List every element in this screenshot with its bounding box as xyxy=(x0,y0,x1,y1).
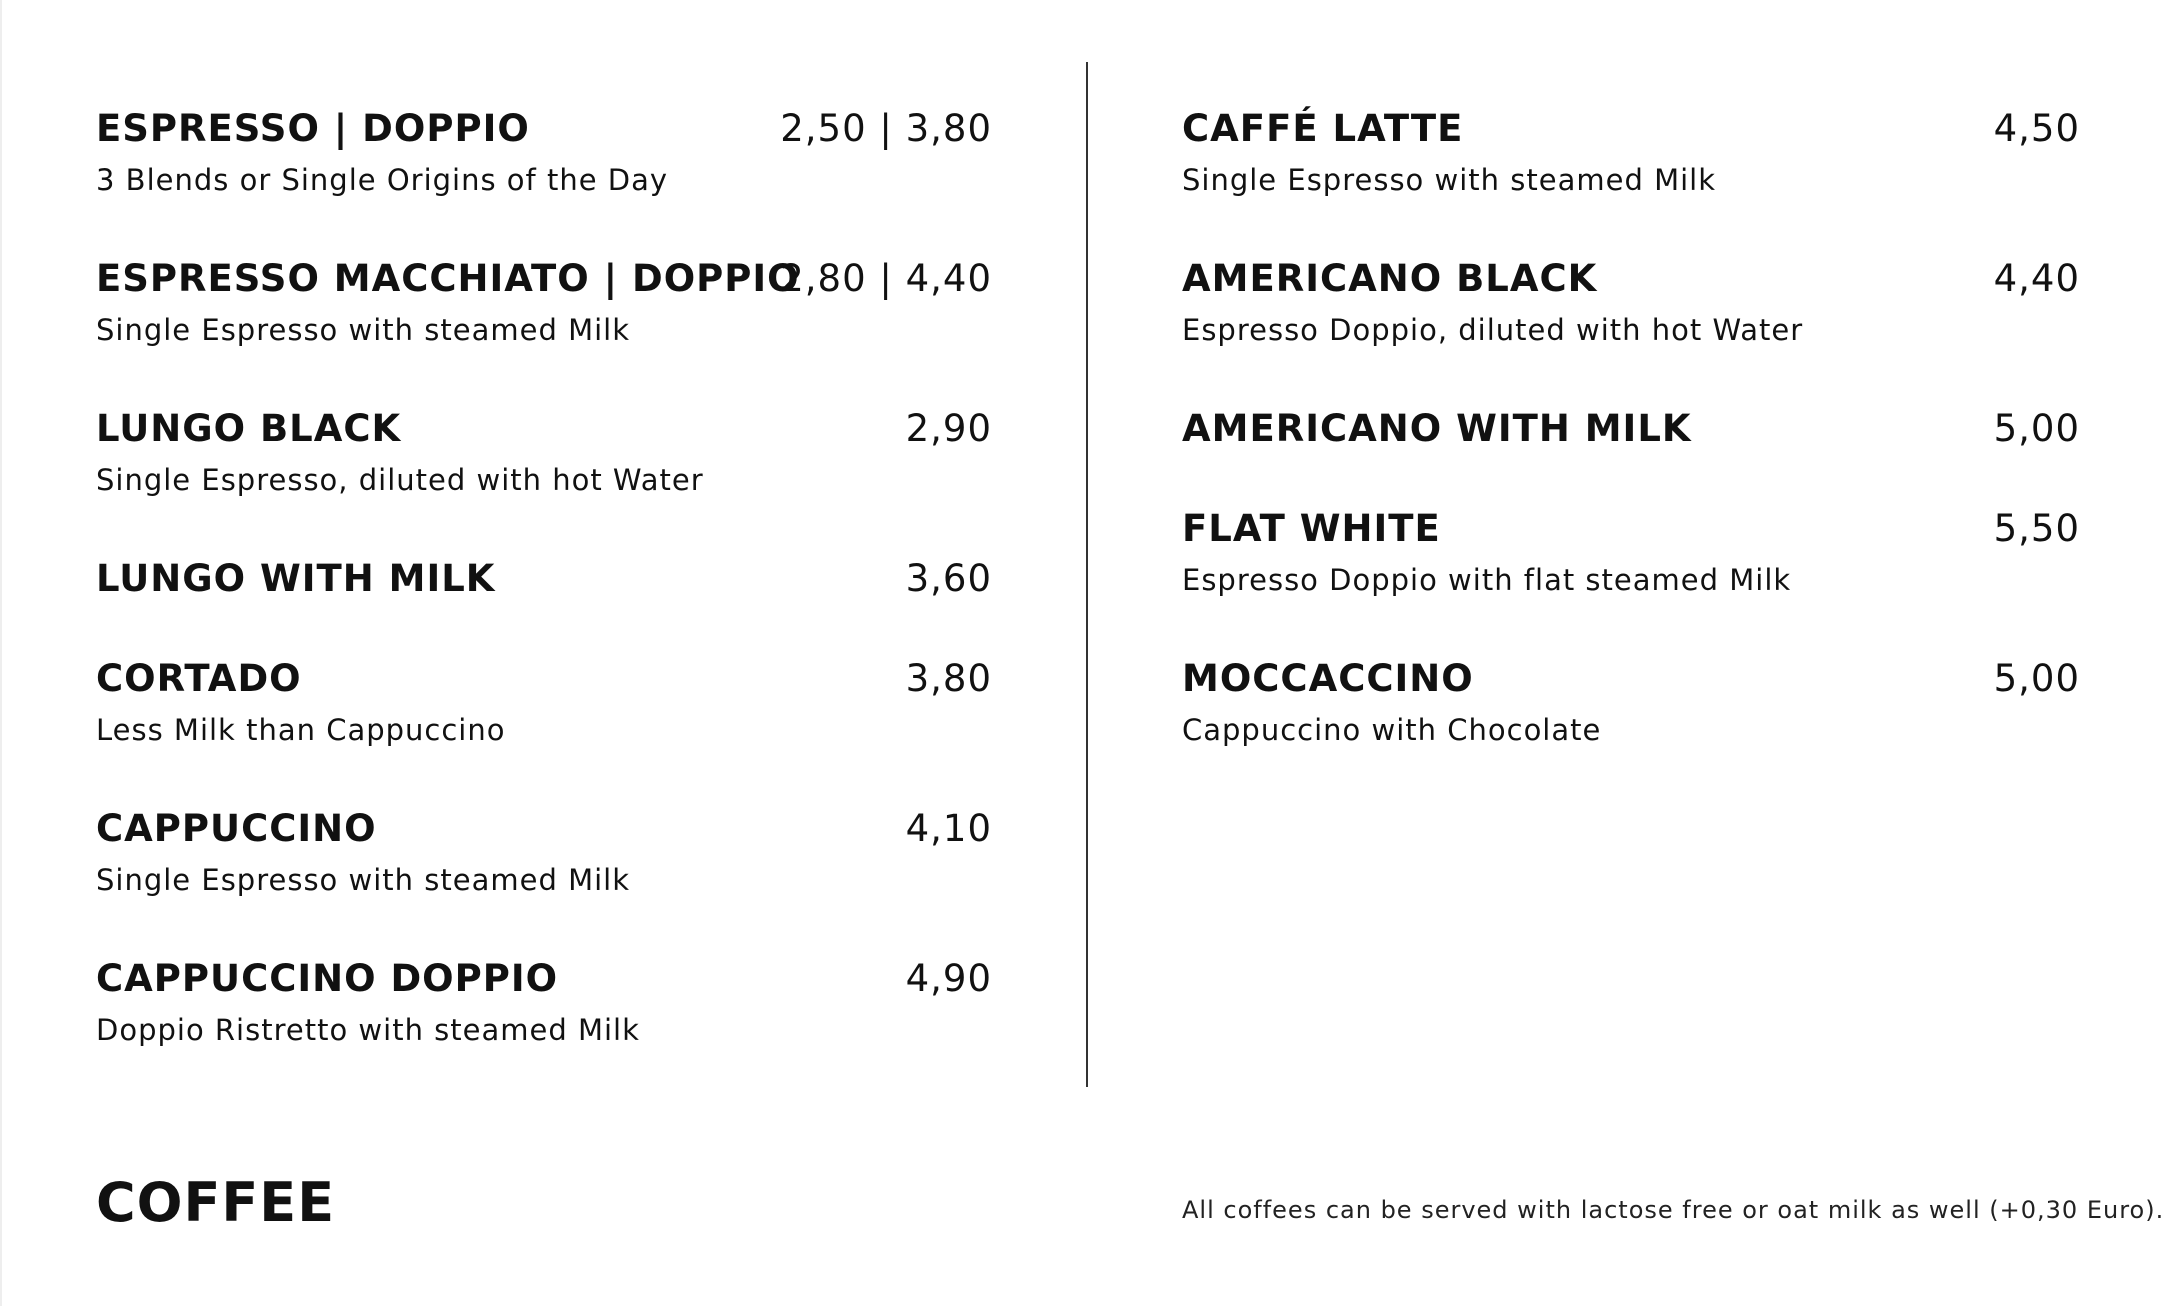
item-description: Espresso Doppio with flat steamed Milk xyxy=(1182,563,1792,597)
item-name: CAPPUCCINO xyxy=(96,807,377,850)
item-description: Cappuccino with Chocolate xyxy=(1182,713,1602,747)
item-price: 2,90 xyxy=(905,407,992,450)
item-name: FLAT WHITE xyxy=(1182,507,1441,550)
item-description: Less Milk than Cappuccino xyxy=(96,713,506,747)
item-name: ESPRESSO | DOPPIO xyxy=(96,107,530,150)
item-price: 3,80 xyxy=(905,657,992,700)
item-name: LUNGO WITH MILK xyxy=(96,557,496,600)
item-description: Espresso Doppio, diluted with hot Water xyxy=(1182,313,1804,347)
item-price: 2,80 | 4,40 xyxy=(780,257,992,300)
item-name: AMERICANO WITH MILK xyxy=(1182,407,1692,450)
item-name: CAFFÉ LATTE xyxy=(1182,107,1464,150)
item-price: 5,00 xyxy=(1993,657,2080,700)
section-title: COFFEE xyxy=(96,1171,336,1234)
item-name: MOCCACCINO xyxy=(1182,657,1474,700)
column-divider xyxy=(1086,62,1088,1087)
page-edge xyxy=(0,0,2,1306)
item-price: 5,50 xyxy=(1993,507,2080,550)
item-price: 2,50 | 3,80 xyxy=(780,107,992,150)
item-name: ESPRESSO MACCHIATO | DOPPIO xyxy=(96,257,800,300)
item-price: 5,00 xyxy=(1993,407,2080,450)
item-name: CORTADO xyxy=(96,657,302,700)
item-description: Doppio Ristretto with steamed Milk xyxy=(96,1013,640,1047)
item-price: 4,90 xyxy=(905,957,992,1000)
item-name: AMERICANO BLACK xyxy=(1182,257,1598,300)
item-price: 4,50 xyxy=(1993,107,2080,150)
item-description: Single Espresso, diluted with hot Water xyxy=(96,463,704,497)
item-description: Single Espresso with steamed Milk xyxy=(96,313,631,347)
item-description: 3 Blends or Single Origins of the Day xyxy=(96,163,669,197)
item-name: LUNGO BLACK xyxy=(96,407,402,450)
item-price: 4,10 xyxy=(905,807,992,850)
item-price: 4,40 xyxy=(1993,257,2080,300)
item-price: 3,60 xyxy=(905,557,992,600)
milk-options-note: All coffees can be served with lactose free or oat milk as well (+0,30 Euro). xyxy=(1182,1196,2165,1224)
item-name: CAPPUCCINO DOPPIO xyxy=(96,957,559,1000)
item-description: Single Espresso with steamed Milk xyxy=(1182,163,1717,197)
item-description: Single Espresso with steamed Milk xyxy=(96,863,631,897)
